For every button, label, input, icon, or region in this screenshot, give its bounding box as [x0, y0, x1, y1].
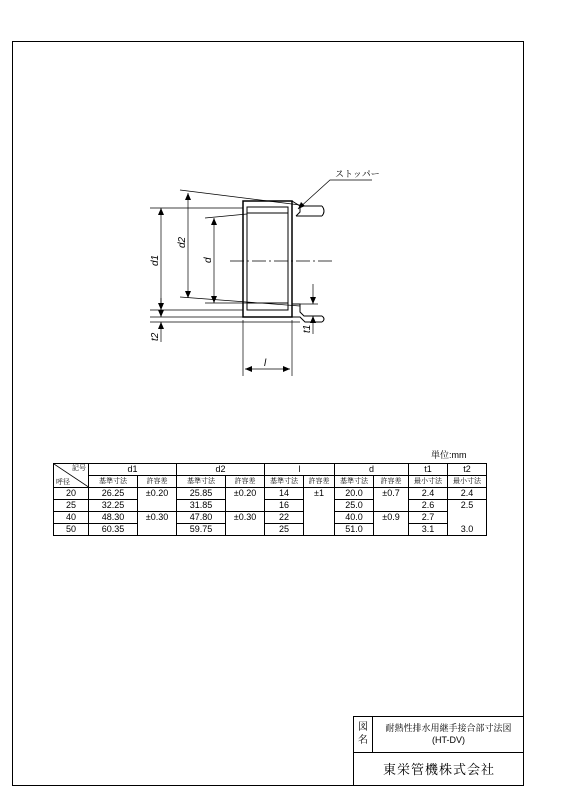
cell-t2: 3.0	[448, 524, 487, 536]
dimension-table	[53, 463, 487, 536]
title-block-label: 図名	[354, 717, 373, 753]
subheader: 許容差	[304, 476, 335, 488]
cell-t2	[448, 512, 487, 524]
socket-body	[243, 201, 292, 317]
cell-d1: 26.25	[89, 488, 138, 500]
label-d1: d1	[150, 254, 161, 266]
label-d: d	[203, 257, 214, 263]
cell-d2: 31.85	[177, 500, 226, 512]
cell-t1: 2.4	[409, 488, 448, 500]
cell-d2: 59.75	[177, 524, 226, 536]
cell-l: 22	[265, 512, 304, 524]
cell-d: 40.0	[335, 512, 374, 524]
cell-d: 20.0	[335, 488, 374, 500]
cell-d1: 48.30	[89, 512, 138, 524]
stopper-leader	[298, 180, 372, 209]
cell-d2: 25.85	[177, 488, 226, 500]
subheader: 基準寸法	[335, 476, 374, 488]
table-row	[54, 500, 487, 512]
subheader: 基準寸法	[177, 476, 226, 488]
header-d1: d1	[89, 464, 177, 476]
cell-l-tol	[304, 500, 335, 512]
cell-d2-tol: ±0.30	[226, 512, 265, 524]
cell-l-tol	[304, 524, 335, 536]
label-l: l	[264, 358, 267, 369]
cell-d1-tol	[138, 524, 177, 536]
cell-l: 16	[265, 500, 304, 512]
cell-d2: 47.80	[177, 512, 226, 524]
cell-d1: 60.35	[89, 524, 138, 536]
header-d2: d2	[177, 464, 265, 476]
table-row	[54, 524, 487, 536]
cell-t1: 2.7	[409, 512, 448, 524]
table-row	[54, 488, 487, 500]
cell-nominal: 20	[54, 488, 89, 500]
cell-nominal: 25	[54, 500, 89, 512]
cell-t2: 2.4	[448, 488, 487, 500]
header-t1: t1	[409, 464, 448, 476]
cell-t2: 2.5	[448, 500, 487, 512]
cell-l: 14	[265, 488, 304, 500]
cell-d1-tol	[138, 500, 177, 512]
subheader: 基準寸法	[265, 476, 304, 488]
cell-d: 51.0	[335, 524, 374, 536]
header-d: d	[335, 464, 409, 476]
cell-d1: 32.25	[89, 500, 138, 512]
subheader: 最小寸法	[448, 476, 487, 488]
unit-label: 単位:mm	[431, 450, 467, 460]
cell-d-tol	[374, 524, 409, 536]
drawing-title	[373, 717, 524, 753]
subheader: 基準寸法	[89, 476, 138, 488]
table-corner	[54, 464, 89, 488]
company-name: 東栄管機株式会社	[382, 762, 495, 777]
table-row	[54, 512, 487, 524]
cell-l-tol	[304, 512, 335, 524]
drawing-title-line2: (HT-DV)	[432, 735, 465, 745]
corner-nominal: 呼径	[56, 479, 70, 486]
corner-symbol: 記号	[72, 465, 86, 472]
subheader: 許容差	[138, 476, 177, 488]
subheader: 許容差	[374, 476, 409, 488]
subheader: 許容差	[226, 476, 265, 488]
header-l: l	[265, 464, 335, 476]
cell-d-tol: ±0.9	[374, 512, 409, 524]
label-t1: t1	[302, 324, 313, 333]
socket-inner	[247, 207, 288, 310]
cell-d-tol: ±0.7	[374, 488, 409, 500]
cell-d2-tol: ±0.20	[226, 488, 265, 500]
cell-d: 25.0	[335, 500, 374, 512]
cell-nominal: 50	[54, 524, 89, 536]
cell-nominal: 40	[54, 512, 89, 524]
header-t2: t2	[448, 464, 487, 476]
cell-d2-tol	[226, 524, 265, 536]
title-block	[353, 716, 524, 786]
drawing-title-line1: 耐熱性排水用継手接合部寸法図	[385, 723, 512, 733]
cell-d1-tol: ±0.20	[138, 488, 177, 500]
cell-d2-tol	[226, 500, 265, 512]
label-d2: d2	[177, 236, 188, 248]
cell-t1: 3.1	[409, 524, 448, 536]
label-t2: t2	[150, 332, 161, 341]
subheader: 最小寸法	[409, 476, 448, 488]
cell-d-tol	[374, 500, 409, 512]
label-stopper: ストッパー	[335, 170, 380, 180]
cell-l-tol: ±1	[304, 488, 335, 500]
cell-l: 25	[265, 524, 304, 536]
cell-d1-tol: ±0.30	[138, 512, 177, 524]
cell-t1: 2.6	[409, 500, 448, 512]
